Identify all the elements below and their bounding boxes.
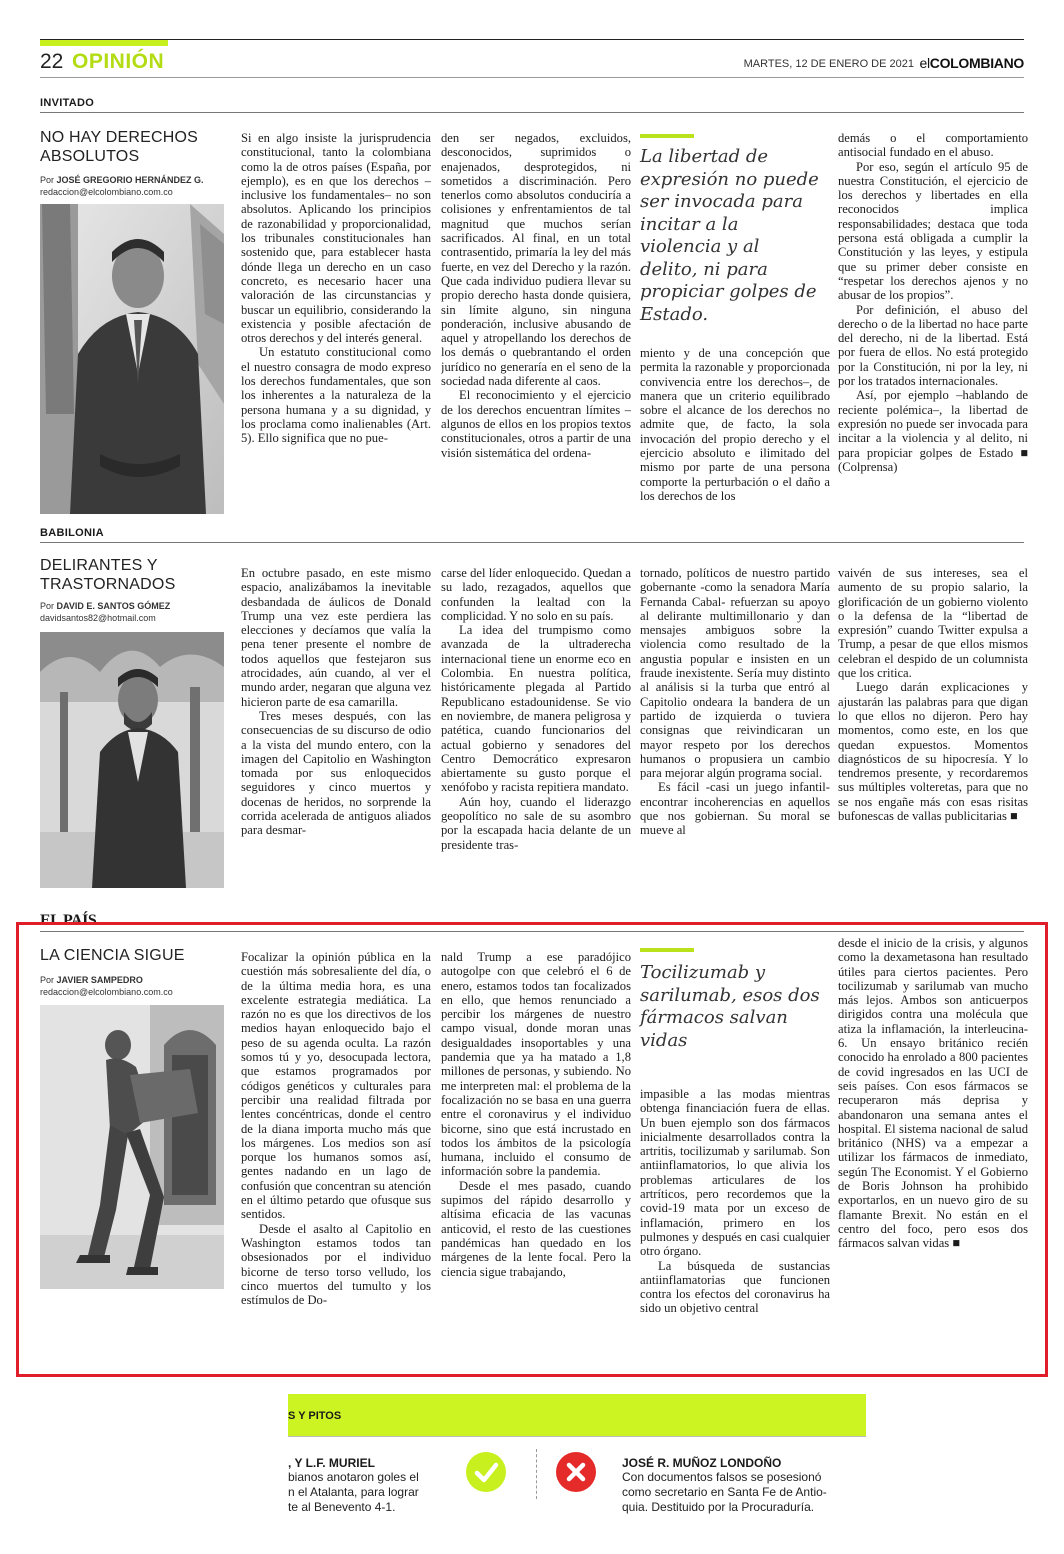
text-line: quia. Destituido por la Procuraduría. <box>622 1500 815 1514</box>
article3-title: LA CIENCIA SIGUE <box>40 947 185 964</box>
article3-column-1 <box>241 950 431 1342</box>
criticism-name: JOSÉ R. MUÑOZ LONDOÑO <box>622 1456 782 1470</box>
article3-kicker-logo: EL PAÍS <box>40 912 97 929</box>
quote-accent-bar <box>640 948 694 952</box>
paragraph: nald Trump a ese paradójico autogolpe con que celebró el 6 de enero, estamos todos tan focalizados en ello, que hemos renunciado a percibir los márgenes de nuestro campo visual, donde moran unas desigualdades insoportables y una pandemia que ya ha matado a 1,8 millones de personas, y subiendo. No me interpreten mal: el problema de la focalización no se basa en una guerra entre el coronavirus y el individuo bicorne, sino que está incrustado en todos los ámbitos de la psicología humana, incluido el consumo de información sobre la pandemia. <box>441 950 631 1179</box>
text-line: n el Atalanta, para lograr <box>288 1485 419 1499</box>
section-title: OPINIÓN <box>72 50 165 73</box>
praise-text <box>288 1470 419 1515</box>
article3-byline <box>40 974 235 998</box>
article2-author: DAVID E. SANTOS GÓMEZ <box>56 601 171 611</box>
text-line: Con documentos falsos se posesionó <box>622 1470 822 1484</box>
article3-email: redaccion@elcolombiano.com.co <box>40 987 173 997</box>
article1-kicker: INVITADO <box>40 97 95 109</box>
article1-email: redaccion@elcolombiano.com.co <box>40 187 173 197</box>
text-line: bianos anotaron goles el <box>288 1470 419 1484</box>
statue-reading-newspaper-photo-icon <box>40 1005 224 1289</box>
article2-column-2 <box>441 566 631 892</box>
paragraph: demás o el comportamiento antisocial fundado en el abuso. <box>838 131 1028 160</box>
paragraph: La idea del trumpismo como avanzada de la ultraderecha internacional tiene un enorme eco en Colombia. En nuestra política, históricamente plegada al Partido Republicano estadounidense. Se vio en noviembre, de manera peligrosa y patética, cuando funcionarios del actual gobierno y senadores del Centro Democrático expresaron abiertamente su gusto porque el xenófobo y racista repitiera mandato. <box>441 623 631 795</box>
byline-prefix: Por <box>40 601 55 611</box>
dashed-divider <box>536 1449 537 1499</box>
band-rule <box>288 1436 866 1437</box>
article1-byline <box>40 174 235 198</box>
article1-column-4 <box>838 131 1028 516</box>
article1-title: NO HAY DERECHOS ABSOLUTOS <box>40 129 198 165</box>
paragraph: carse del líder enloquecido. Quedan a su lado, rezagados, aquellos que confunden la lealtad con la complicidad. Y no solo en su país. <box>441 566 631 623</box>
paragraph: desde el inicio de la crisis, y algunos como la dexametasona han resultado útiles para ciertos pacientes. Pero tocilizumab y sarilumab van mucho más lejos. Ambos son anticuerpos dirigidos contra una molécula que atiza la inflamación, la interleucina-6. Un ensayo británico recién conocido ha enrolado a 800 pacientes de covid ingresados en las UCI de seis países. Con esos fármacos se recuperaron más deprisa y abandonaron una semana antes el hospital. El sistema nacional de salud británico (NHS) va a empezar a utilizar los fármacos de inmediato, según The Economist. Y el Gobierno de Boris Johnson ha prohibido exportarlos, en un nuevo giro de su flamante Brexit. No están en el centro del foco, pero esos dos fármacos salvan vidas ■ <box>838 936 1028 1251</box>
article3-pull-quote: Tocilizumab y sarilumab, esos dos fármacos salvan vidas <box>640 962 820 1051</box>
paragraph: La búsqueda de sustancias antiinflamatorias que funcionen contra los efectos del coronavirus ha sido un objetivo central <box>640 1258 830 1316</box>
paragraph: Por eso, según el artículo 95 de nuestra Constitución, el ejercicio de los derechos y libertades en ella reconocidos implica responsabilidades; destaca que toda persona está obligada a cumplir la Constitución y las leyes, y estipula que su primer deber consiste en “respetar los derechos ajenos y no abusar de los propios”. <box>838 159 1028 303</box>
paragraph: Un estatuto constitucional como el nuestro consagra de modo expreso los derechos fundamentales, que son los inherentes a la naturaleza de la persona humana y a su dignidad, y los proclama como inalienables (Art. 5). Ello significa que no pue- <box>241 345 431 446</box>
section-accent-bar <box>40 40 168 46</box>
article2-column-3 <box>640 566 830 892</box>
man-in-jacket-photo-icon <box>40 632 224 888</box>
paragraph: Tres meses después, con las consecuencias de su discurso de odio a la vista del mundo entero, con la imagen del Capitolio en Washington tomada por sus enloquecidos seguidores y cinco muertos y docenas de heridos, no sorprende la corrida acelerada de antiguos aliados para desmar- <box>241 708 431 838</box>
paragraph: impasible a las modas mientras obtenga financiación fuera de ellas. Un buen ejemplo son dos fármacos inicialmente desarrollados contra la artritis, tocilizumab y sarilumab. Son antiinflamatorios, lo que alivia los problemas articulares de los artríticos, pero recordemos que la covid-19 mata por un exceso de inflamación, primero en los pulmones y después en casi cualquier otro órgano. <box>640 1087 830 1259</box>
band-title: S Y PITOS <box>288 1410 342 1422</box>
byline-prefix: Por <box>40 975 55 985</box>
paragraph: Focalizar la opinión pública en la cuestión más sobresaliente del día, o de la última media hora, es una excelente estrategia mediática. La razón no es que los directivos de los medios hayan enloquecido bajo el peso de su agenda oculta. La razón somos tú y yo, desocupada lectora, que estamos programados por códigos genéticos y culturales para percibir una realidad filtrada por lentes concéntricas, donde el centro de la diana importa mucho más que los márgenes. Los medios son así porque los humanos somos así, gentes nadando en un lago de confusión que concentran su atención en el último petardo que ofusque sus sentidos. <box>241 950 431 1222</box>
article2-column-1 <box>241 566 431 892</box>
publication-date: MARTES, 12 DE ENERO DE 2021 <box>743 58 914 70</box>
check-icon <box>466 1452 506 1492</box>
article3-author: JAVIER SAMPEDRO <box>56 975 143 985</box>
paragraph: Luego darán explicaciones y ajustarán las palabras para que digan lo que ellos no dijeron. Pero hay momentos, como este, en los que quedan expuestos. Momentos diagnósticos de su hipocresía. Y lo tendremos presente, y recordaremos sus múltiples volteretas, para que no se nos engañe más con esas risitas bufonescas de vallas publicitarias ■ <box>838 680 1028 824</box>
masthead-logo <box>919 55 1024 71</box>
article3-column-3 <box>640 1087 830 1342</box>
byline-prefix: Por <box>40 175 55 185</box>
article2-column-4 <box>838 566 1028 892</box>
criticism-text <box>622 1470 827 1515</box>
header-rule <box>40 77 1024 78</box>
paragraph: den ser negados, excluidos, desconocidos, suprimidos o enajenados, desprotegidos, ni sometidos a discriminación. Pero tenerlos como absolutos conduciría a colisiones y enfrentamientos de tal magnitud que muchos serían sacrificados. Al final, en un total contrasentido, primaría la ley del más fuerte, en vez del Derecho y la razón. Que cada individuo pudiera llevar su propio derecho hasta donde quisiera, sin límite alguno, sin ninguna ponderación, inclusive abusando de aquel y atropellando los derechos de los demás o quebrantando el orden jurídico no generaría en el seno de la sociedad nada diferente al caos. <box>441 131 631 389</box>
article1-author-photo <box>40 204 224 514</box>
article2-email: davidsantos82@hotmail.com <box>40 613 156 623</box>
paragraph: Así, por ejemplo –hablando de reciente polémica–, la libertad de expresión no puede ser invocada para incitar a la violencia y al delito, ni para propiciar golpes de Estado ■ (Colprensa) <box>838 388 1028 474</box>
article2-rule <box>40 542 1024 543</box>
article1-pull-quote: La libertad de expresión no puede ser invocada para incitar a la violencia y al delito, ni para propiciar golpes de Estado. <box>640 146 819 325</box>
paragraph: El reconocimiento y el ejercicio de los derechos encuentran límites –algunos de ellos en los propios textos constitucionales, otros a partir de una visión sistemática del ordena- <box>441 388 631 460</box>
article1-column-2 <box>441 131 631 516</box>
article1-column-3 <box>640 346 830 516</box>
praise-name: , Y L.F. MURIEL <box>288 1456 375 1470</box>
paragraph: En octubre pasado, en este mismo espacio, analizábamos la inevitable desbandada de áulicos de Donald Trump una vez este perdiera las elecciones y decíamos que valía la pena tener presente el nombre de todos aquellos que festejaron sus atrocidades, aún cuando, al ver el mundo arder, negaran que alguna vez hicieron parte de esa camarilla. <box>241 566 431 709</box>
article3-rule <box>40 931 1024 932</box>
article1-column-1 <box>241 131 431 516</box>
top-rule <box>40 39 1024 40</box>
article2-title: DELIRANTES Y TRASTORNADOS <box>40 557 176 593</box>
article2-byline <box>40 600 235 624</box>
article2-author-photo <box>40 632 224 888</box>
article3-column-2 <box>441 950 631 1342</box>
paragraph: Si en algo insiste la jurisprudencia constitucional, tanto la colombiana como la de otros países (España, por ejemplo), es en que los derechos –inclusive los fundamentales– no son absolutos. Aplicando los principios de razonabilidad y proporcionalidad, los tribunales constitucionales han sostenido que, para establecer hasta dónde llega un derecho en un caso concreto, es necesario hacer una valoración de las circunstancias y buscar un equilibrio, considerando la existencia y posible afectación de otros derechos y del interés general. <box>241 131 431 346</box>
paragraph: miento y de una concepción que permita la razonable y proporcionada convivencia entre los derechos–, de manera que un criterio equilibrado sobre el alcance de los derechos no admite que, de facto, la sola invocación del propio derecho y el ejercicio absoluto e ilimitado del mismo por parte de una persona comporte la perturbación o el daño a los derechos de los <box>640 346 830 503</box>
quote-accent-bar <box>640 134 694 138</box>
paragraph: vaivén de sus intereses, sea el aumento de su propio salario, la glorificación de un gobierno violento o la defensa de la “libertad de expresión” cuando Twitter expulsa a Trump, a pesar de que ellos mismos celebran el despido de un columnista que los critica. <box>838 566 1028 681</box>
article3-column-4 <box>838 936 1028 1306</box>
paragraph: Por definición, el abuso del derecho o de la libertad no hace parte del derecho, ni de la libertad. Está por fuera de ellos. No está protegido por la Constitución, ni por la ley, ni por los tratados internacionales. <box>838 302 1028 389</box>
paragraph: tornado, políticos de nuestro partido gobernante -como la senadora María Fernanda Cabal- refuerzan su apoyo al delirante multimillonario y dan mensajes ambiguos sobre la violencia como resultado de la angustia popular e insisten en un fraude inexistente. Sería muy distinto al análisis si la turba que entró al Capitolio ondeara la bandera de un partido de izquierda o tuviera consignas que reivindicaran un mayor respeto por los derechos humanos o propusiera un cambio para mejorar algún programa social. <box>640 566 830 781</box>
masthead-name: COLOMBIANO <box>929 55 1024 71</box>
bottom-green-band <box>288 1394 866 1436</box>
masthead-prefix: el <box>919 55 930 71</box>
cross-icon <box>556 1452 596 1492</box>
article1-author: JOSÉ GREGORIO HERNÁNDEZ G. <box>56 175 204 185</box>
paragraph: Desde el asalto al Capitolio en Washington estamos todos tan obsesionados por el individuo bicorne de terso torso velludo, los cinco muertos del tumulto y los estímulos de Do- <box>241 1221 431 1308</box>
text-line: te al Benevento 4-1. <box>288 1500 396 1514</box>
man-in-suit-photo-icon <box>40 204 224 514</box>
page-number: 22 <box>40 50 64 73</box>
text-line: como secretario en Santa Fe de Antio- <box>622 1485 827 1499</box>
article1-rule <box>40 112 1024 113</box>
article2-kicker: BABILONIA <box>40 527 104 539</box>
paragraph: Desde el mes pasado, cuando supimos del rápido desarrollo y altísima eficacia de las vacunas anticovid, el resto de las cuestiones pandémicas han quedado en los márgenes de la lente focal. Pero la ciencia sigue trabajando, <box>441 1178 631 1279</box>
article3-statue-photo <box>40 1005 224 1289</box>
paragraph: Aún hoy, cuando el liderazgo geopolítico no sale de su asombro por la escapada hacia delante de un presidente tras- <box>441 794 631 852</box>
paragraph: Es fácil -casi un juego infantil- encontrar incoherencias en aquellos que nos gobiernan. Su moral se mueve al <box>640 780 830 838</box>
